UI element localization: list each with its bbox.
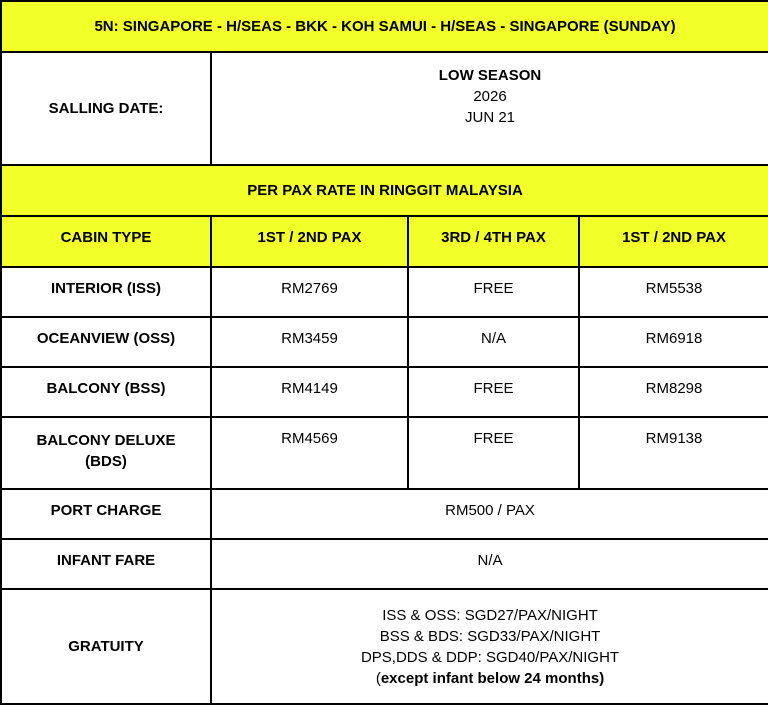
gratuity-label: GRATUITY <box>1 589 211 704</box>
itinerary-title: 5N: SINGAPORE - H/SEAS - BKK - KOH SAMUI - H/SEAS - SINGAPORE (SUNDAY) <box>1 1 768 52</box>
column-header-1st-2nd-pax-single: 1ST / 2ND PAX <box>579 216 768 267</box>
rate-cell: RM8298 <box>579 367 768 417</box>
rate-cell: RM6918 <box>579 317 768 367</box>
column-header-1st-2nd-pax: 1ST / 2ND PAX <box>211 216 408 267</box>
rate-cell: FREE <box>408 367 579 417</box>
cabin-type-cell: OCEANVIEW (OSS) <box>1 317 211 367</box>
table-row <box>1 367 768 417</box>
column-header-cabin-type: CABIN TYPE <box>1 216 211 267</box>
table-row <box>1 317 768 367</box>
rate-cell: RM4149 <box>211 367 408 417</box>
cabin-type-cell: BALCONY (BSS) <box>1 367 211 417</box>
table-row <box>1 267 768 317</box>
gratuity-line: BSS & BDS: SGD33/PAX/NIGHT <box>379 627 601 645</box>
rate-header: PER PAX RATE IN RINGGIT MALAYSIA <box>1 165 768 216</box>
table-row <box>1 417 768 489</box>
gratuity-line: DPS,DDS & DDP: SGD40/PAX/NIGHT <box>360 648 620 666</box>
port-charge-value: RM500 / PAX <box>211 489 768 539</box>
rate-cell: RM2769 <box>211 267 408 317</box>
port-charge-label: PORT CHARGE <box>1 489 211 539</box>
sailing-date-label: SALLING DATE: <box>1 52 211 165</box>
season-label: LOW SEASON <box>438 67 542 84</box>
infant-fare-value: N/A <box>211 539 768 589</box>
cabin-type-cell: INTERIOR (ISS) <box>1 267 211 317</box>
cabin-type-cell <box>1 417 211 489</box>
gratuity-note-open: ( <box>375 669 381 687</box>
sailing-date: JUN 21 <box>465 109 516 126</box>
rate-cell: N/A <box>408 317 579 367</box>
cabin-type-line: (BDS) <box>85 453 127 470</box>
cabin-type-line: BALCONY DELUXE <box>36 432 176 449</box>
gratuity-values <box>211 589 768 704</box>
rate-cell: RM3459 <box>211 317 408 367</box>
gratuity-note-bold: except infant below 24 months) <box>380 669 605 687</box>
gratuity-line: ISS & OSS: SGD27/PAX/NIGHT <box>382 606 598 624</box>
rate-cell: FREE <box>408 267 579 317</box>
rate-cell: RM4569 <box>211 417 408 489</box>
sailing-date-values <box>211 52 768 165</box>
rate-cell: FREE <box>408 417 579 489</box>
column-header-3rd-4th-pax: 3RD / 4TH PAX <box>408 216 579 267</box>
infant-fare-label: INFANT FARE <box>1 539 211 589</box>
gratuity-note <box>212 668 768 689</box>
rate-cell: RM5538 <box>579 267 768 317</box>
rate-cell: RM9138 <box>579 417 768 489</box>
sailing-year: 2026 <box>473 88 507 105</box>
